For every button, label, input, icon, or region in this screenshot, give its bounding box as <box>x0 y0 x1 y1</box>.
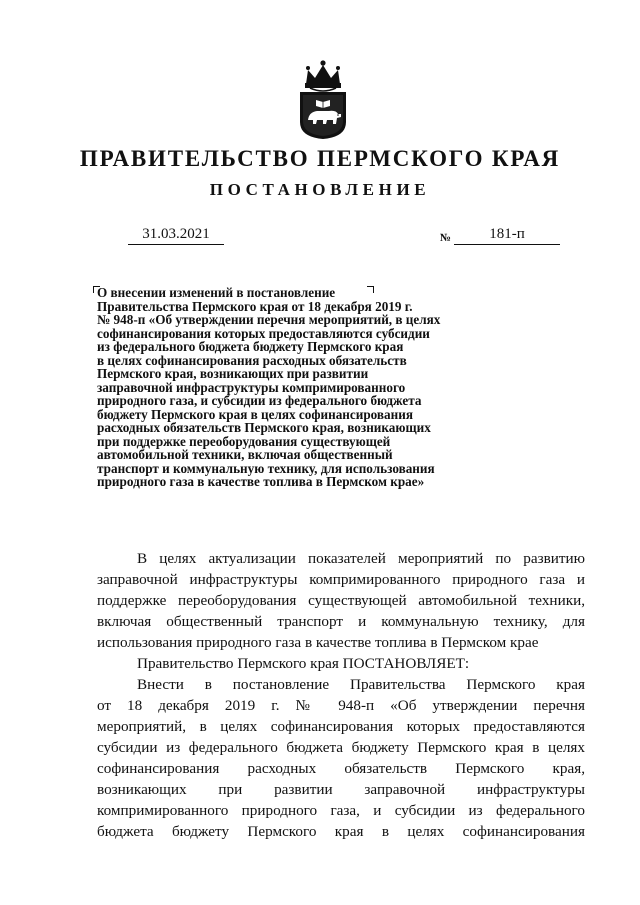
clause-line: Внести в постановление Правительства Пермского края <box>137 676 585 693</box>
clause-line: софинансирования расходных обязательств Пермского края, <box>97 760 585 777</box>
clause-line: от 18 декабря 2019 г. № 948-п «Об утверждении перечня <box>97 697 585 714</box>
subject-line: природного газа, и субсидии из федерального бюджета <box>97 393 422 408</box>
preamble-paragraph: В целях актуализации показателей мероприятий по развитию заправочной инфраструктуры компримированного природного газа и поддержке переоборудования существующей автомобильной техники, включая общественный транспорт и коммунальную технику, для использования природного газа в качестве топлива в Пермском крае <box>97 550 585 651</box>
clause-line: компримированного природного газа, и субсидии из федерального <box>97 802 585 819</box>
subject-line: О внесении изменений в постановление <box>97 285 336 300</box>
clause-line: субсидии из федерального бюджета бюджету Пермского края в целях <box>97 739 585 756</box>
document-number: 181-п <box>454 226 560 245</box>
document-body <box>97 548 585 842</box>
subject-line: бюджету Пермского края в целях софинансирования <box>97 406 413 422</box>
clause-line: мероприятий, в целях софинансирования которых предоставляются <box>97 718 585 735</box>
subject-line: природного газа в качестве топлива в Пермском крае» <box>97 474 425 489</box>
document-date: 31.03.2021 <box>128 226 224 245</box>
subject-line: при поддержке переоборудования существующей <box>97 433 391 449</box>
subject-line: Правительства Пермского края от 18 декабря 2019 г. <box>97 298 413 314</box>
subject-line: в целях софинансирования расходных обязательств <box>97 352 407 368</box>
subject-line: из федерального бюджета бюджету Пермского края <box>97 339 404 354</box>
subject-line: заправочной инфраструктуры компримированного <box>97 379 406 395</box>
resolution-paragraph: Правительство Пермского края ПОСТАНОВЛЯЕТ: <box>137 655 470 672</box>
number-sign: № <box>440 232 452 244</box>
subject-line: софинансирования которых предоставляются субсидии <box>97 325 430 341</box>
document-type-heading: ПОСТАНОВЛЕНИЕ <box>209 180 431 199</box>
subject-line: автомобильной техники, включая общественный <box>97 447 393 462</box>
clause-line: возникающих при развитии заправочной инфраструктуры <box>97 781 585 798</box>
subject-line: расходных обязательств Пермского края, возникающих <box>97 420 431 435</box>
subject-line: транспорт и коммунальную технику, для использования <box>97 460 435 476</box>
clause-line: бюджета бюджету Пермского края в целях софинансирования <box>97 823 585 840</box>
subject-line: № 948-п «Об утверждении перечня мероприятий, в целях <box>97 312 441 327</box>
perm-krai-coat-of-arms-icon <box>296 56 350 140</box>
subject-line: Пермского края, возникающих при развитии <box>97 366 369 381</box>
organization-title: ПРАВИТЕЛЬСТВО ПЕРМСКОГО КРАЯ <box>79 146 561 171</box>
document-subject <box>97 286 567 489</box>
